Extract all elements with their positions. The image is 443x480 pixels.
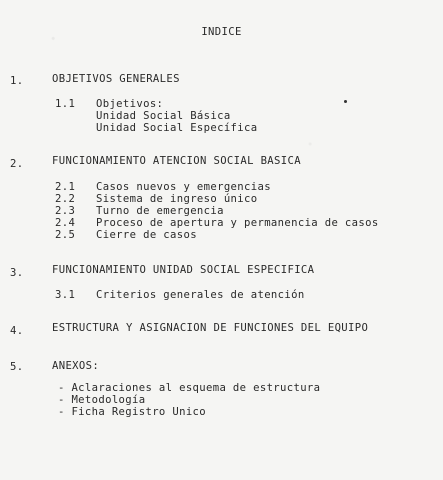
ink-speck bbox=[344, 100, 347, 103]
subsection-number: 2.1 bbox=[55, 181, 76, 193]
section-number: 5. bbox=[10, 361, 24, 373]
subsection-label: Cierre de casos bbox=[96, 229, 197, 241]
subsection-label: Sistema de ingreso único bbox=[96, 193, 258, 205]
annex-list-item: - Aclaraciones al esquema de estructura bbox=[58, 382, 321, 394]
subsection-label: Unidad Social Básica bbox=[96, 110, 231, 122]
section-heading: OBJETIVOS GENERALES bbox=[52, 73, 180, 85]
annex-list-item: - Metodología bbox=[58, 394, 146, 406]
section-heading: FUNCIONAMIENTO ATENCION SOCIAL BASICA bbox=[52, 155, 301, 167]
subsection-number: 2.2 bbox=[55, 193, 76, 205]
subsection-number: 1.1 bbox=[55, 98, 76, 110]
section-heading: FUNCIONAMIENTO UNIDAD SOCIAL ESPECIFICA bbox=[52, 264, 315, 276]
subsection-number: 2.5 bbox=[55, 229, 76, 241]
subsection-label: Casos nuevos y emergencias bbox=[96, 181, 271, 193]
subsection-number: 2.3 bbox=[55, 205, 76, 217]
subsection-label: Turno de emergencia bbox=[96, 205, 224, 217]
annex-list-item: - Ficha Registro Unico bbox=[58, 406, 207, 418]
subsection-label: Proceso de apertura y permanencia de casos bbox=[96, 217, 379, 229]
page-title: INDICE bbox=[201, 26, 242, 38]
section-number: 2. bbox=[10, 158, 24, 170]
section-number: 3. bbox=[10, 267, 24, 279]
subsection-label: Objetivos: bbox=[96, 98, 164, 110]
section-heading: ESTRUCTURA Y ASIGNACION DE FUNCIONES DEL EQUIPO bbox=[52, 322, 369, 334]
section-number: 1. bbox=[10, 75, 24, 87]
subsection-label: Criterios generales de atención bbox=[96, 289, 305, 301]
subsection-label: Unidad Social Específica bbox=[96, 122, 258, 134]
subsection-number: 3.1 bbox=[55, 289, 76, 301]
section-number: 4. bbox=[10, 325, 24, 337]
subsection-number: 2.4 bbox=[55, 217, 76, 229]
section-heading: ANEXOS: bbox=[52, 360, 100, 372]
